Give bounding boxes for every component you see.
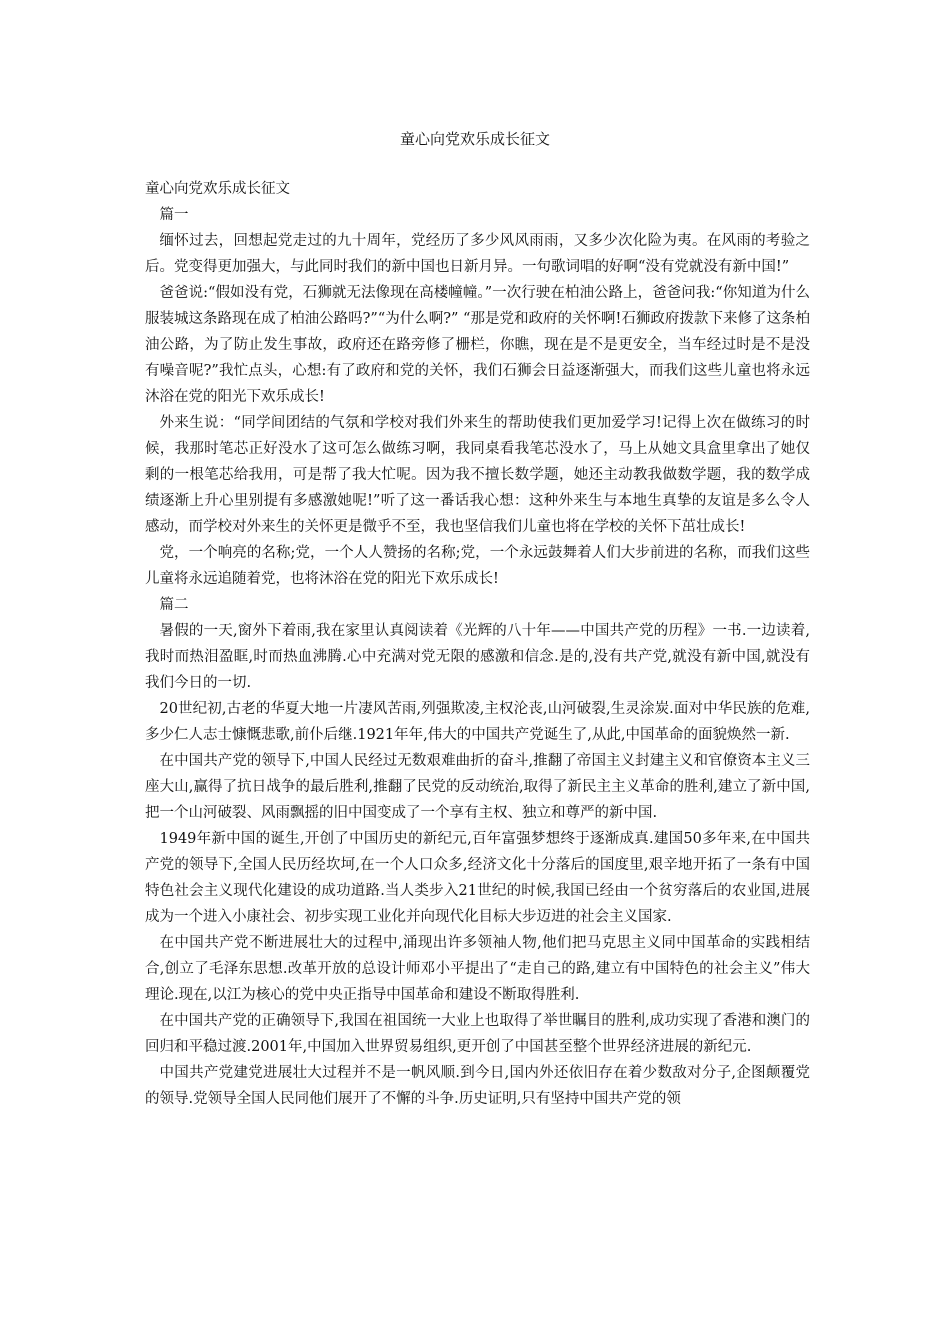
paragraph: 在中国共产党的领导下,中国人民经过无数艰难曲折的奋斗,推翻了帝国主义封建主义和官僚资本主义三座大山,赢得了抗日战争的最后胜利,推翻了民党的反动统治,取得了新民主主义革命的胜利,建立了新中国,把一个山河破裂、风雨飘摇的旧中国变成了一个享有主权、独立和尊严的新中国. xyxy=(145,753,810,821)
paragraph: 20世纪初,古老的华夏大地一片凄风苦雨,列强欺凌,主权沦丧,山河破裂,生灵涂炭.面对中华民族的危难,多少仁人志士慷慨悲歌,前仆后继.1921年年,伟大的中国共产党诞生了,从此,中国革命的面貌焕然一新. xyxy=(145,701,810,743)
paragraph: 外来生说：“同学间团结的气氛和学校对我们外来生的帮助使我们更加爱学习!记得上次在做练习的时候，我那时笔芯正好没水了这可怎么做练习啊，我同桌看我笔芯没水了，马上从她文具盒里拿出了她仅剩的一根笔芯给我用，可是帮了我大忙呢。因为我不擅长数学题，她还主动教我做数学题，我的数学成绩逐渐上升心里别提有多感激她呢!”听了这一番话我心想：这种外来生与本地生真挚的友谊是多么令人感动，而学校对外来生的关怀更是微乎不至，我也坚信我们儿童也将在学校的关怀下茁壮成长! xyxy=(145,415,810,535)
paragraph: 党，一个响亮的名称;党，一个人人赞扬的名称;党，一个永远鼓舞着人们大步前进的名称，而我们这些儿童将永远追随着党，也将沐浴在党的阳光下欢乐成长! xyxy=(145,545,810,587)
paragraph: 中国共产党建党进展壮大过程并不是一帆风顺.到今日,国内外还依旧存在着少数敌对分子,企图颠覆党的领导.党领导全国人民同他们展开了不懈的斗争.历史证明,只有坚持中国共产党的领 xyxy=(145,1065,810,1107)
paragraph: 暑假的一天,窗外下着雨,我在家里认真阅读着《光辉的八十年——中国共产党的历程》一书.一边读着,我时而热泪盈眶,时而热血沸腾.心中充满对党无限的感激和信念.是的,没有共产党,就没有新中国,就没有我们今日的一切. xyxy=(145,623,810,691)
paragraph: 缅怀过去，回想起党走过的九十周年，党经历了多少风风雨雨，又多少次化险为夷。在风雨的考验之后。党变得更加强大，与此同时我们的新中国也日新月异。一句歌词唱的好啊“没有党就没有新中国!” xyxy=(145,233,810,275)
paragraph: 爸爸说:“假如没有党，石狮就无法像现在高楼幢幢。”一次行驶在柏油公路上，爸爸问我:“你知道为什么服装城这条路现在成了柏油公路吗?”“为什么啊?” “那是党和政府的关怀啊!石狮政府拨款下来修了这条柏油公路，为了防止发生事故，政府还在路旁修了栅栏，你瞧，现在是不是更安全，当车经过时是不是没有噪音呢?”我忙点头，心想:有了政府和党的关怀，我们石狮会日益逐渐强大，而我们这些儿童也将永远沐浴在党的阳光下欢乐成长! xyxy=(145,285,810,405)
document-body xyxy=(145,176,810,1112)
paragraph: 1949年新中国的诞生,开创了中国历史的新纪元,百年富强梦想终于逐渐成真.建国50多年来,在中国共产党的领导下,全国人民历经坎坷,在一个人口众多,经济文化十分落后的国度里,艰辛地开拓了一条有中国特色社会主义现代化建设的成功道路.当人类步入21世纪的时候,我国已经由一个贫穷落后的农业国,进展成为一个进入小康社会、初步实现工业化并向现代化目标大步迈进的社会主义国家. xyxy=(145,831,810,925)
section-heading-part-one: 篇一 xyxy=(159,207,189,223)
paragraph: 在中国共产党的正确领导下,我国在祖国统一大业上也取得了举世瞩目的胜利,成功实现了香港和澳门的回归和平稳过渡.2001年,中国加入世界贸易组织,更开创了中国甚至整个世界经济进展的新纪元. xyxy=(145,1013,810,1055)
section-heading-part-two: 篇二 xyxy=(159,597,189,613)
document-title: 童心向党欢乐成长征文 xyxy=(399,130,550,148)
document-subtitle: 童心向党欢乐成长征文 xyxy=(145,181,290,197)
paragraph: 在中国共产党不断进展壮大的过程中,涌现出许多领袖人物,他们把马克思主义同中国革命的实践相结合,创立了毛泽东思想.改革开放的总设计师邓小平提出了“走自己的路,建立有中国特色的社会主义”伟大理论.现在,以江为核心的党中央正指导中国革命和建设不断取得胜利. xyxy=(145,935,810,1003)
